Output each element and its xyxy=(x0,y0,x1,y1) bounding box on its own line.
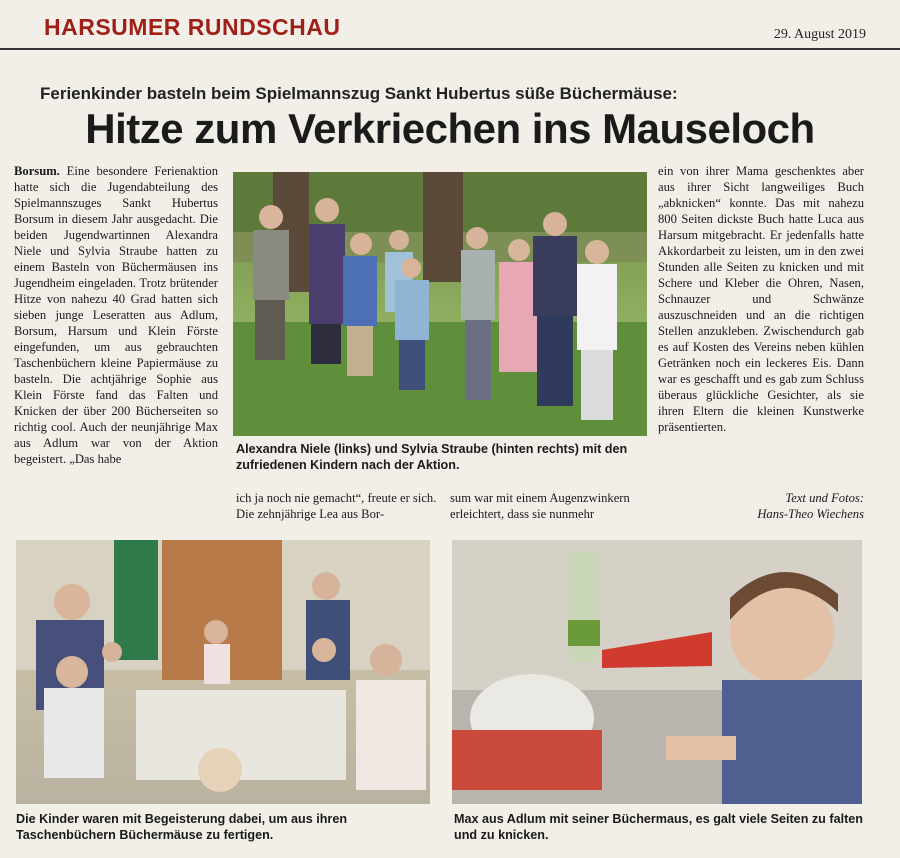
newspaper-name: HARSUMER RUNDSCHAU xyxy=(44,14,341,40)
masthead-rule xyxy=(0,48,900,50)
group-photo-illustration xyxy=(233,172,647,436)
caption-max-photo: Max aus Adlum mit seiner Büchermaus, es galt viele Seiten zu falten und zu knicken. xyxy=(454,812,863,842)
article-column-3: sum war mit einem Augenzwinkern erleichtert, dass sie nunmehr xyxy=(450,491,630,521)
credit-label: Text und Fotos: xyxy=(785,491,864,505)
article-column-2: ich ja noch nie gemacht“, freute er sich. Die zehnjährige Lea aus Bor- xyxy=(236,491,437,521)
article-column-1 xyxy=(14,163,218,467)
caption-group-photo: Alexandra Niele (links) und Sylvia Straube (hinten rechts) mit den zufriedenen Kindern nach der Aktion. xyxy=(236,442,628,472)
lead-place: Borsum. xyxy=(14,164,60,178)
crafting-table-illustration xyxy=(16,540,430,804)
caption-crafting-photo: Die Kinder waren mit Begeisterung dabei, um aus ihren Taschenbüchern Büchermäuse zu fertigen. xyxy=(16,812,348,842)
group-photo xyxy=(233,172,647,436)
article-kicker: Ferienkinder basteln beim Spielmannszug Sankt Hubertus süße Büchermäuse: xyxy=(40,84,678,103)
article-headline: Hitze zum Verkriechen ins Mauseloch xyxy=(85,105,815,152)
article-column-4: ein von ihrer Mama geschenktes aber aus ihrer Sicht langweiliges Buch „abknicken“ konnte. Das mit nahezu 800 Seiten dickste Buch hatte Luca aus Harsum mitgebracht. Er jedenfalls hatte Akkordarbeit zu leisten, um in den zwei Stunden alle Seiten zu knicken und mit Schere und Kleber die Ohren, Nasen, Schnauzer und Schwänze auszuschneiden und an die richtigen Stellen anzukleben. Zwischendurch gab es auf Kosten des Vereins neben kühlen Getränken noch ein leckeres Eis. Dann war es geschafft und es gab zum Schluss überaus glückliche Gesichter, als sie ihren Eltern die kleinen Kunstwerke präsentierten. xyxy=(658,164,864,434)
issue-date: 29. August 2019 xyxy=(773,27,866,42)
author-credit xyxy=(700,490,864,522)
max-closeup-illustration xyxy=(452,540,862,804)
credit-author: Hans-Theo Wiechens xyxy=(757,507,864,521)
max-closeup-photo xyxy=(452,540,862,804)
crafting-table-photo xyxy=(16,540,430,804)
masthead xyxy=(0,0,900,50)
column-1-text: Eine besondere Ferienaktion hatte sich die Jugendabteilung des Spielmannszuges Sankt Hubertus Borsum in diesem Jahr ausgedacht. Die beiden Jugendwartinnen Alexandra Niele und Sylvia Straube hatten zu einem Basteln von Büchermäusen ins Jugendheim eingeladen. Trotz brütender Hitze von nahezu 40 Grad hatten sich sieben junge Leseratten aus Adlum, Borsum, Harsum und Klein Förste eingefunden, um aus gebrauchten Taschenbüchern kleine Papiermäuse zu basteln. Die achtjährige Sophie aus Klein Förste fand das Falten und Knicken der über 200 Bücherseiten so richtig cool. Auch der neunjährige Max aus Adlum war von der Aktion begeistert. „Das habe xyxy=(14,164,218,466)
